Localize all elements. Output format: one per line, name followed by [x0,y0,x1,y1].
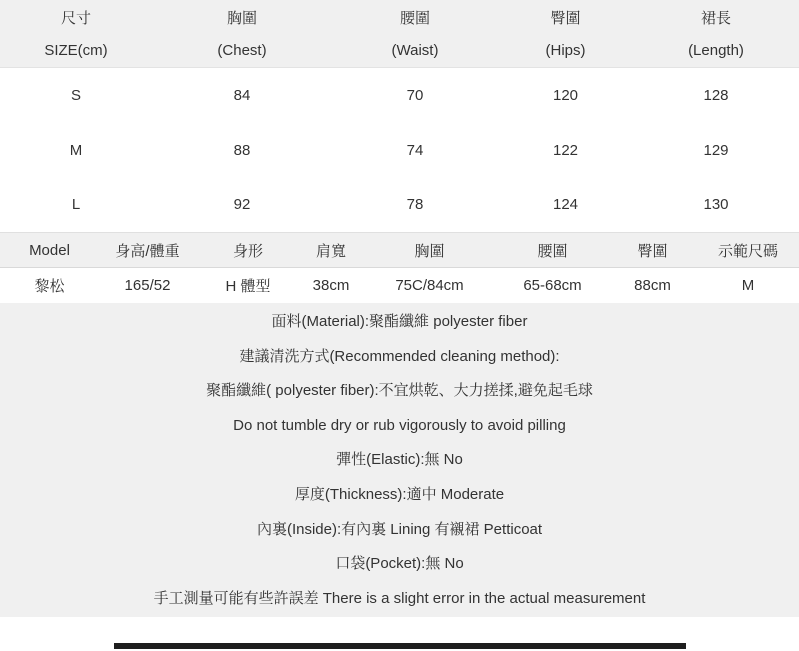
column-label-en: (Chest) [217,41,267,59]
elastic-line: 彈性(Elastic):無 No [336,451,463,469]
size-label: L [71,196,81,214]
column-label-en: SIZE(cm) [44,41,108,59]
table-row-size-l [0,177,799,232]
cleaning-method-line: 建議清洗方式(Recommended cleaning method): [239,347,560,365]
column-label-zh: 裙長 [700,9,731,27]
length-value: 129 [703,141,729,159]
bottom-divider-bar [114,643,686,649]
column-label-zh: 胸圍 [226,9,257,27]
model-table-row [0,268,799,303]
length-value: 130 [703,196,729,214]
waist-value: 65-68cm [523,277,582,294]
table-row-size-s [0,68,799,123]
column-label-zh: 尺寸 [60,9,91,27]
size-column-header [0,2,152,67]
waist-value: 70 [406,86,424,104]
footer-strip [0,617,799,651]
shoulder-value: 38cm [312,277,350,294]
column-label-en: (Length) [688,41,744,59]
material-line: 面料(Material):聚酯纖維 polyester fiber [271,313,528,330]
care-warning-en-line: Do not tumble dry or rub vigorously to avoid pilling [233,416,566,434]
height-weight-column-header: 身高/體重 [115,242,180,260]
size-label: M [69,141,83,159]
hips-column-header: 臀圍 [637,242,668,260]
body-shape-value: H 體型 [225,278,271,295]
care-warning-zh-line: 聚酯纖維( polyester fiber):不宜烘乾、大力搓揉,避免起毛球 [206,382,593,400]
shoulder-column-header: 肩寬 [315,242,346,260]
chest-value: 92 [233,196,251,214]
hips-column-header [498,2,633,67]
hips-value: 88cm [634,277,671,294]
waist-column-header: 腰圍 [537,242,568,260]
chest-value: 84 [233,86,251,104]
hips-value: 124 [552,196,579,214]
lining-line: 內裏(Inside):有內裏 Lining 有襯裙 Petticoat [256,520,543,538]
chest-column-header: 胸圍 [414,242,445,260]
length-value: 128 [703,86,729,104]
measurement-note-line: 手工測量可能有些許誤差 There is a slight error in the actual measurement [153,589,646,607]
size-label: S [70,86,81,104]
size-table-body [0,68,799,232]
pocket-line: 口袋(Pocket):無 No [335,555,464,573]
chest-value: 75C/84cm [395,277,464,294]
length-column-header [633,2,799,67]
model-column-header: Model [29,241,70,259]
waist-value: 78 [406,196,424,214]
hips-value: 122 [552,141,579,159]
waist-value: 74 [406,141,424,159]
size-table-header [0,0,799,68]
body-shape-column-header: 身形 [232,242,263,260]
demo-size-column-header: 示範尺碼 [717,242,778,260]
column-label-en: (Hips) [545,41,586,59]
table-row-size-m [0,123,799,178]
column-label-en: (Waist) [391,41,439,59]
model-table-header [0,232,799,268]
chest-value: 88 [233,141,251,159]
height-weight-value: 165/52 [124,277,171,294]
model-name: 黎松 [34,278,65,295]
thickness-line: 厚度(Thickness):適中 Moderate [294,485,505,503]
column-label-zh: 腰圍 [399,9,430,27]
product-info-section [0,303,799,617]
hips-value: 120 [552,86,579,104]
waist-column-header [332,2,498,67]
chest-column-header [152,2,332,67]
demo-size-value: M [741,277,755,294]
column-label-zh: 臀圍 [550,9,581,27]
